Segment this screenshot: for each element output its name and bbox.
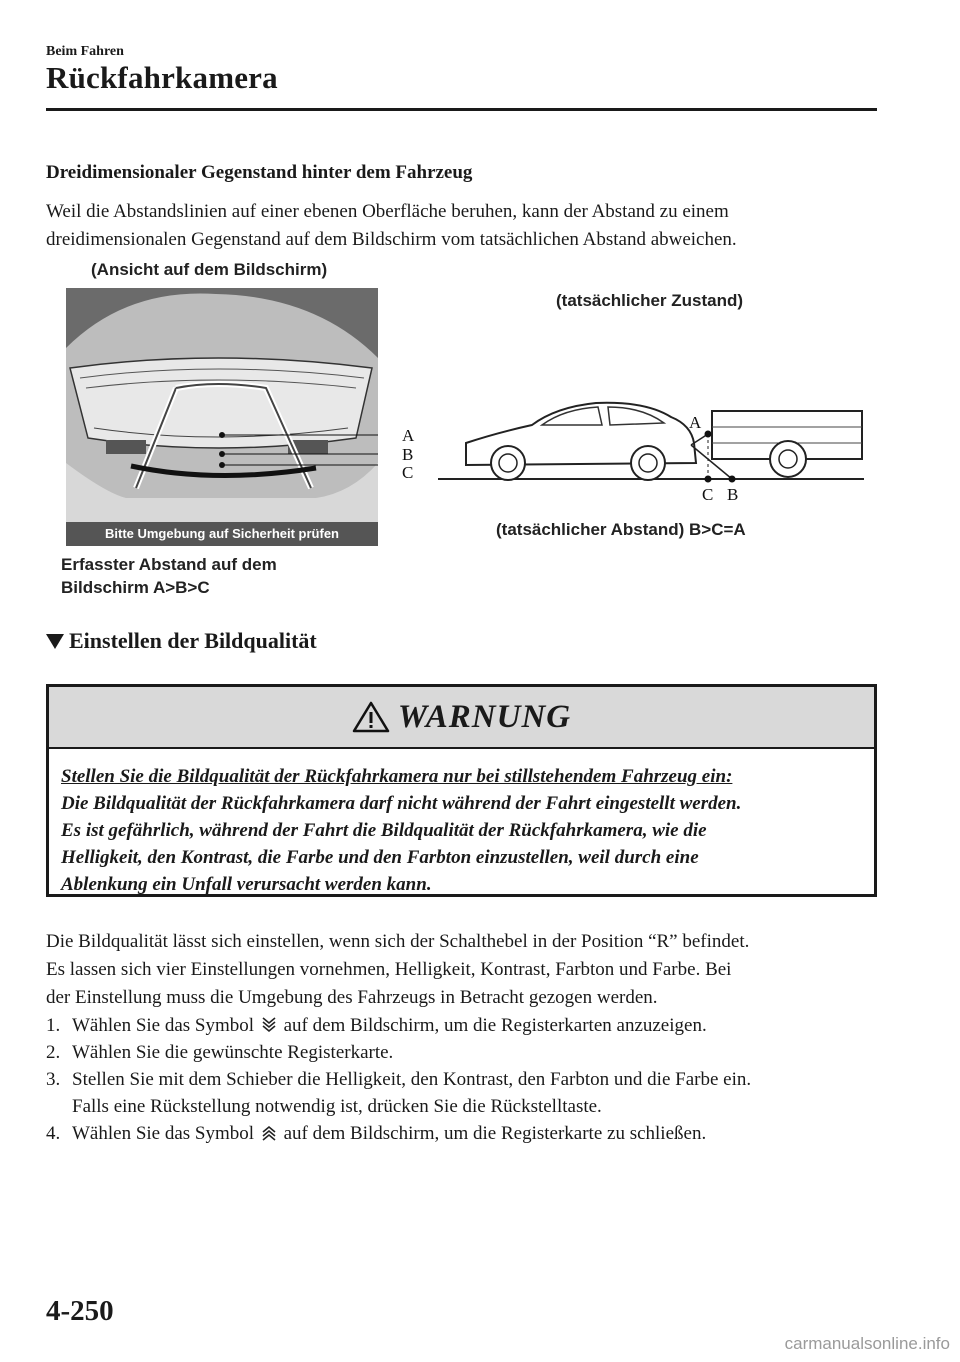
step-text: Wählen Sie die gewünschte Registerkarte. (72, 1042, 394, 1063)
warning-box (46, 684, 877, 897)
warning-line: Helligkeit, den Kontrast, die Farbe und den Farbton einzustellen, weil durch eine (61, 847, 699, 868)
section-heading-text: Einstellen der Bildqualität (69, 628, 317, 653)
step-number: 3. (46, 1069, 61, 1090)
body-line: Die Bildqualität lässt sich einstellen, wenn sich der Schalthebel in der Position “R” befindet. (46, 931, 750, 952)
actual-state-label: (tatsächlicher Zustand) (556, 291, 744, 310)
subsection-title: Dreidimensionaler Gegenstand hinter dem Fahrzeug (46, 162, 473, 183)
body-line: Es lassen sich vier Einstellungen vornehmen, Helligkeit, Kontrast, Farbton und Farbe. Bei (46, 959, 732, 980)
page-title: Rückfahrkamera (46, 60, 278, 95)
intro-line: Weil die Abstandslinien auf einer ebenen Oberfläche beruhen, kann der Abstand zu einem (46, 201, 729, 222)
actual-letter-a: A (689, 413, 702, 432)
step-2 (46, 1039, 896, 1066)
warning-line: Die Bildqualität der Rückfahrkamera darf nicht während der Fahrt eingestellt werden. (61, 793, 742, 814)
actual-distance-label: (tatsächlicher Abstand) B>C=A (496, 520, 746, 539)
actual-point-b (729, 476, 736, 483)
actual-situation-illustration (436, 395, 866, 490)
step-text: Wählen Sie das Symbol (72, 1015, 255, 1036)
actual-letter-c: C (702, 485, 714, 504)
triangle-bullet-icon (46, 634, 64, 649)
step-number: 4. (46, 1123, 61, 1144)
screen-letter-b: B (402, 445, 414, 464)
body-paragraph (46, 928, 886, 1012)
warning-body (61, 763, 864, 898)
intro-paragraph (46, 198, 886, 254)
intro-line: dreidimensionalen Gegenstand auf dem Bildschirm vom tatsächlichen Abstand abweichen. (46, 229, 737, 250)
actual-point-c (705, 476, 712, 483)
screen-banner-text: Bitte Umgebung auf Sicherheit prüfen (104, 526, 339, 541)
screen-letter-c: C (402, 463, 414, 482)
step-1 (46, 1012, 896, 1039)
actual-point-a (705, 431, 712, 438)
collapse-tabs-icon (261, 1125, 277, 1141)
step-3 (46, 1066, 896, 1120)
warning-line: Es ist gefährlich, während der Fahrt die Bildqualität der Rückfahrkamera, wie die (61, 820, 707, 841)
warning-header (49, 687, 874, 749)
step-text: auf dem Bildschirm, um die Registerkarten anzuzeigen. (283, 1015, 707, 1036)
rear-light-left (106, 440, 146, 454)
step-4 (46, 1120, 896, 1147)
screen-caption-line2: Bildschirm A>B>C (61, 578, 210, 597)
watermark: carmanualsonline.info (784, 1334, 950, 1353)
section-heading (46, 628, 317, 654)
warning-underlined-line: Stellen Sie die Bildqualität der Rückfahrkamera nur bei stillstehendem Fahrzeug ein: (61, 766, 733, 787)
step-text: auf dem Bildschirm, um die Registerkarte zu schließen. (283, 1123, 707, 1144)
page-number: 4-250 (46, 1295, 114, 1327)
expand-tabs-icon (261, 1017, 277, 1033)
actual-letter-b: B (727, 485, 739, 504)
screen-view-label: (Ansicht auf dem Bildschirm) (91, 260, 328, 279)
body-line: der Einstellung muss die Umgebung des Fahrzeugs in Betracht gezogen werden. (46, 987, 658, 1008)
steps-list (46, 1012, 896, 1147)
step-text: Stellen Sie mit dem Schieber die Helligkeit, den Kontrast, den Farbton und die Farbe ein. (72, 1069, 752, 1090)
step-number: 1. (46, 1015, 61, 1036)
step-text-continued: Falls eine Rückstellung notwendig ist, drücken Sie die Rückstelltaste. (72, 1096, 602, 1117)
section-label: Beim Fahren (46, 44, 124, 59)
step-text: Wählen Sie das Symbol (72, 1123, 255, 1144)
header-divider (46, 108, 877, 111)
camera-screen-illustration (66, 288, 378, 546)
screen-letter-a: A (402, 426, 415, 445)
warning-line: Ablenkung ein Unfall verursacht werden kann. (61, 874, 432, 895)
screen-caption-line1: Erfasster Abstand auf dem (61, 555, 277, 574)
warning-title: WARNUNG (397, 698, 572, 735)
warning-triangle-icon (352, 701, 390, 733)
step-number: 2. (46, 1042, 61, 1063)
